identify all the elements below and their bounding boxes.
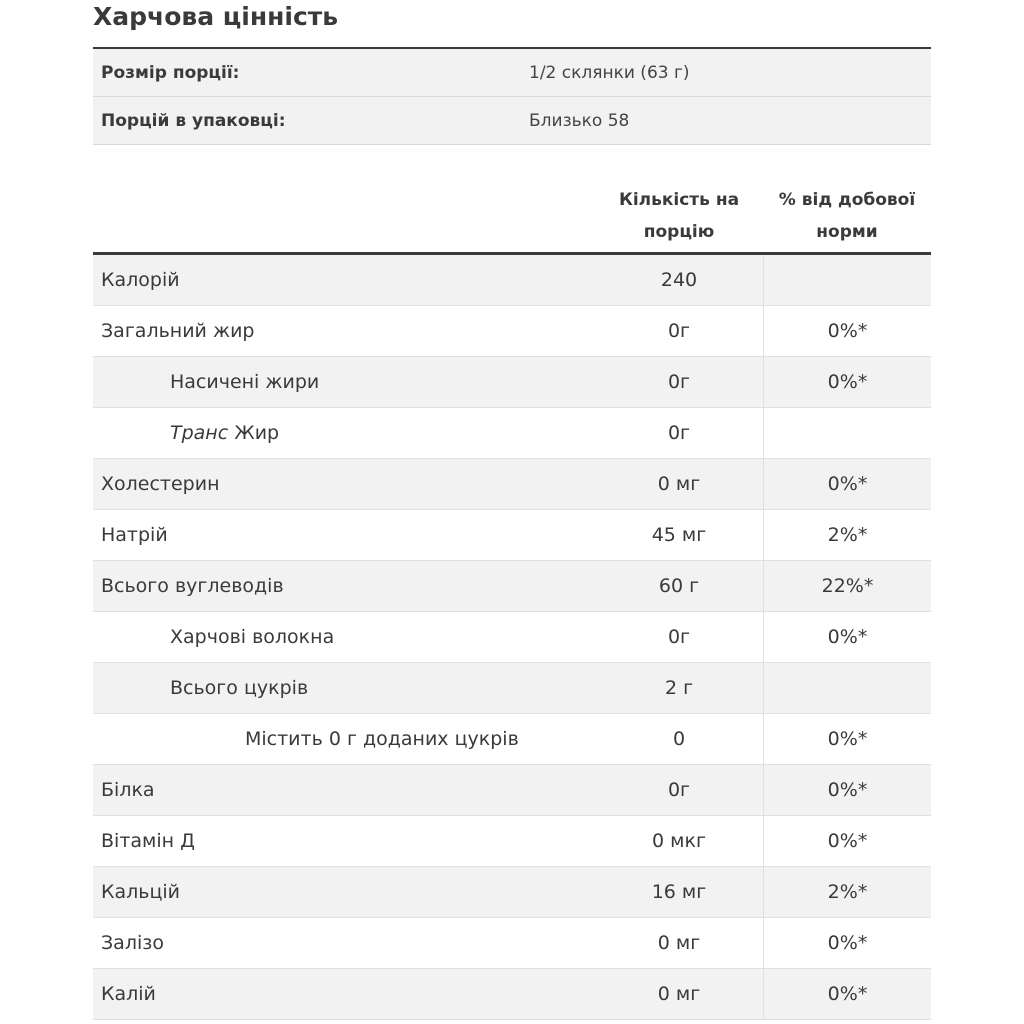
nutrient-daily-value: 2%* <box>763 510 931 560</box>
nutrient-name: Насичені жири <box>170 371 320 393</box>
nutrient-row-protein <box>93 765 931 816</box>
serving-size-label: Розмір порції: <box>101 62 240 83</box>
daily-value-header <box>763 184 931 248</box>
nutrient-name: Вітамін Д <box>101 830 195 852</box>
amount-per-serving-header <box>603 184 755 248</box>
nutrient-name: Білка <box>101 779 155 801</box>
nutrient-row-potassium <box>93 969 931 1020</box>
nutrient-name: Харчові волокна <box>170 626 335 648</box>
nutrient-amount: 0г <box>667 626 691 648</box>
nutrient-daily-value: 0%* <box>763 612 931 662</box>
nutrient-name-italic: Транс <box>170 422 229 444</box>
nutrient-name-trans-fat <box>170 408 279 458</box>
nutrient-row-calcium <box>93 867 931 918</box>
dv-header-line1: % від добової <box>778 190 916 210</box>
nutrient-row-sodium <box>93 510 931 561</box>
nutrient-row-vitamin-d <box>93 816 931 867</box>
nutrient-name: Жир <box>234 422 280 444</box>
nutrient-amount: 0 <box>672 728 686 750</box>
nutrient-daily-value: 0%* <box>763 459 931 509</box>
nutrient-amount: 0 мг <box>657 932 701 954</box>
nutrient-amount: 240 <box>660 269 698 291</box>
nutrient-row-total-carbs <box>93 561 931 612</box>
nutrition-table-header <box>93 172 931 255</box>
nutrient-name: Всього цукрів <box>170 677 309 699</box>
nutrient-daily-value <box>763 663 931 713</box>
nutrient-amount: 16 мг <box>651 881 707 903</box>
dv-header-line2: норми <box>816 222 878 242</box>
nutrient-daily-value <box>763 255 931 305</box>
nutrient-amount: 0г <box>667 371 691 393</box>
nutrient-row-dietary-fiber <box>93 612 931 663</box>
nutrient-daily-value: 0%* <box>763 765 931 815</box>
nutrient-name: Загальний жир <box>101 320 255 342</box>
amount-header-line2: порцію <box>643 222 715 242</box>
nutrient-row-calories <box>93 255 931 306</box>
nutrient-amount: 0г <box>667 779 691 801</box>
nutrient-name: Калій <box>101 983 156 1005</box>
nutrient-row-cholesterol <box>93 459 931 510</box>
servings-per-container-label: Порцій в упаковці: <box>101 110 286 131</box>
nutrient-daily-value: 2%* <box>763 867 931 917</box>
nutrient-name: Калорій <box>101 269 180 291</box>
nutrient-daily-value: 0%* <box>763 714 931 764</box>
servings-per-container-row <box>93 97 931 145</box>
nutrient-amount: 0 мкг <box>652 830 706 852</box>
nutrient-amount: 0 мг <box>657 983 701 1005</box>
nutrient-name: Кальцій <box>101 881 181 903</box>
serving-size-row <box>93 49 931 97</box>
nutrient-daily-value: 0%* <box>763 306 931 356</box>
nutrient-amount: 0 мг <box>657 473 701 495</box>
nutrient-amount: 0г <box>667 422 691 444</box>
page-title: Харчова цінність <box>93 2 339 31</box>
nutrient-amount: 45 мг <box>651 524 707 546</box>
nutrient-name: Залізо <box>101 932 164 954</box>
nutrient-name: Всього вуглеводів <box>101 575 284 597</box>
nutrient-row-total-sugars <box>93 663 931 714</box>
nutrient-name: Містить 0 г доданих цукрів <box>245 728 519 750</box>
nutrient-row-added-sugars <box>93 714 931 765</box>
serving-info-table <box>93 47 931 145</box>
nutrient-row-iron <box>93 918 931 969</box>
amount-header-line1: Кількість на <box>618 190 740 210</box>
nutrient-daily-value: 0%* <box>763 816 931 866</box>
nutrient-amount: 2 г <box>664 677 694 699</box>
nutrient-row-trans-fat <box>93 408 931 459</box>
serving-size-value: 1/2 склянки (63 г) <box>529 62 690 83</box>
nutrition-table <box>93 255 931 1020</box>
nutrient-name: Натрій <box>101 524 168 546</box>
nutrient-amount: 0г <box>667 320 691 342</box>
nutrient-row-total-fat <box>93 306 931 357</box>
nutrient-amount: 60 г <box>658 575 700 597</box>
nutrient-daily-value: 0%* <box>763 918 931 968</box>
servings-per-container-value: Близько 58 <box>529 110 630 131</box>
nutrient-row-saturated-fat <box>93 357 931 408</box>
nutrient-daily-value <box>763 408 931 458</box>
nutrient-name: Холестерин <box>101 473 220 495</box>
nutrient-daily-value: 22%* <box>763 561 931 611</box>
nutrient-daily-value: 0%* <box>763 357 931 407</box>
nutrient-daily-value: 0%* <box>763 969 931 1019</box>
